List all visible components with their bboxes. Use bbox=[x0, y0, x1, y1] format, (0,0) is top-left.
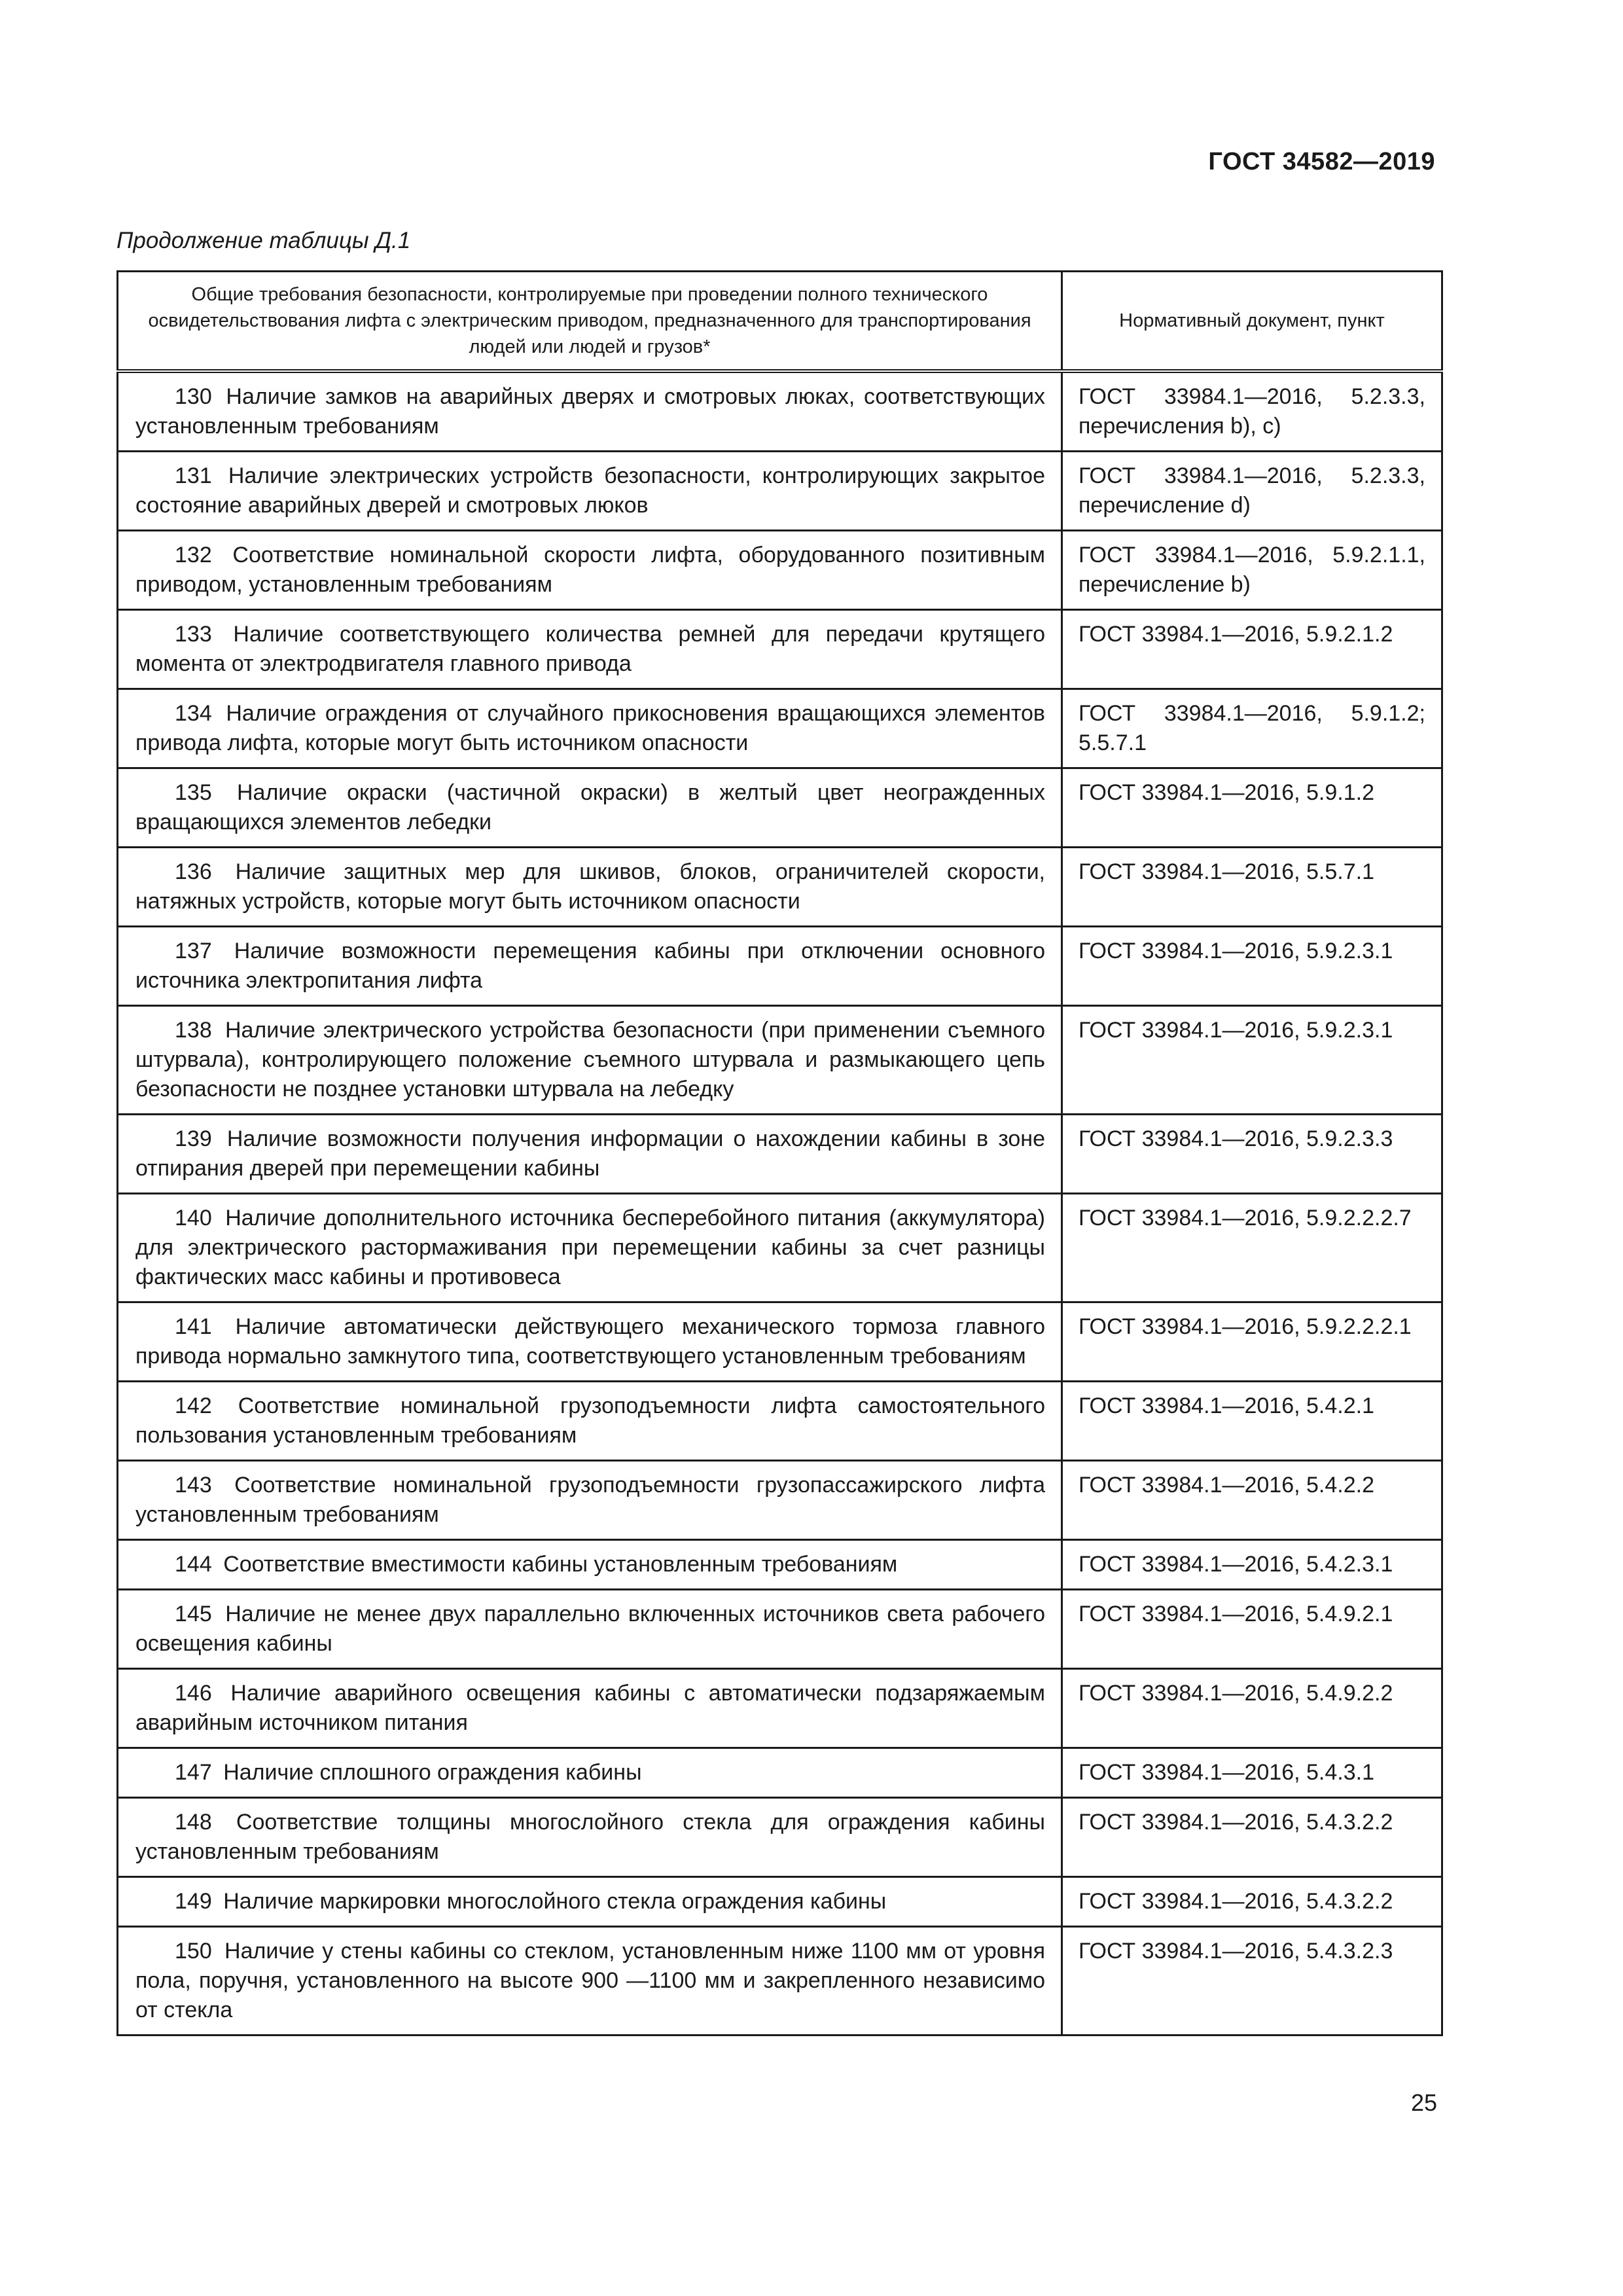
column-header-reference: Нормативный документ, пункт bbox=[1062, 272, 1442, 372]
table-row bbox=[118, 768, 1442, 848]
requirement-text: Наличие маркировки многослойного стекла ограждения кабины bbox=[223, 1889, 887, 1914]
requirement-cell bbox=[118, 927, 1062, 1006]
item-number: 147 bbox=[175, 1760, 212, 1785]
reference-cell: ГОСТ 33984.1—2016, 5.4.3.2.2 bbox=[1062, 1798, 1442, 1877]
item-number: 136 bbox=[175, 859, 212, 884]
requirement-cell bbox=[118, 1461, 1062, 1540]
requirement-cell bbox=[118, 1927, 1062, 2036]
item-number: 133 bbox=[175, 622, 212, 647]
table-row bbox=[118, 689, 1442, 768]
table-row bbox=[118, 848, 1442, 927]
requirement-cell bbox=[118, 1540, 1062, 1590]
requirement-text: Наличие автоматически действующего механического тормоза главного привода нормально замкнутого типа, соответствующего установленным требованиям bbox=[135, 1314, 1045, 1369]
requirement-cell bbox=[118, 1798, 1062, 1877]
requirement-cell bbox=[118, 1115, 1062, 1194]
item-number: 132 bbox=[175, 543, 212, 567]
requirement-text: Соответствие номинальной грузоподъемности лифта самостоятельного пользования установленным требованиям bbox=[135, 1393, 1045, 1448]
table-row bbox=[118, 1006, 1442, 1115]
reference-cell: ГОСТ 33984.1—2016, 5.9.2.1.2 bbox=[1062, 610, 1442, 689]
requirement-text: Наличие не менее двух параллельно включенных источников света рабочего освещения кабины bbox=[135, 1602, 1045, 1656]
item-number: 141 bbox=[175, 1314, 212, 1339]
item-number: 140 bbox=[175, 1206, 212, 1230]
reference-cell: ГОСТ 33984.1—2016, 5.9.1.2 bbox=[1062, 768, 1442, 848]
requirement-cell bbox=[118, 768, 1062, 848]
table-row bbox=[118, 1798, 1442, 1877]
requirement-text: Наличие сплошного ограждения кабины bbox=[223, 1760, 642, 1785]
table-row bbox=[118, 1461, 1442, 1540]
requirement-cell bbox=[118, 610, 1062, 689]
requirement-text: Наличие замков на аварийных дверях и смотровых люках, соответствующих установленным требованиям bbox=[135, 384, 1045, 439]
table-row bbox=[118, 1382, 1442, 1461]
reference-cell: ГОСТ 33984.1—2016, 5.4.2.3.1 bbox=[1062, 1540, 1442, 1590]
item-number: 145 bbox=[175, 1602, 212, 1626]
reference-cell: ГОСТ 33984.1—2016, 5.4.3.1 bbox=[1062, 1748, 1442, 1798]
reference-cell: ГОСТ 33984.1—2016, 5.9.2.3.1 bbox=[1062, 1006, 1442, 1115]
item-number: 137 bbox=[175, 939, 212, 963]
item-number: 134 bbox=[175, 701, 212, 726]
reference-cell: ГОСТ 33984.1—2016, 5.2.3.3, перечисления b), c) bbox=[1062, 371, 1442, 452]
reference-cell: ГОСТ 33984.1—2016, 5.4.3.2.3 bbox=[1062, 1927, 1442, 2036]
table-row bbox=[118, 927, 1442, 1006]
requirement-text: Наличие электрического устройства безопасности (при применении съемного штурвала), контролирующего положение съемного штурвала и размыкающего цепь безопасности не позднее установки штурвала на лебедку bbox=[135, 1018, 1045, 1102]
requirement-text: Соответствие номинальной скорости лифта, оборудованного позитивным приводом, установленным требованиям bbox=[135, 543, 1046, 597]
requirement-text: Наличие электрических устройств безопасности, контролирующих закрытое состояние аварийных дверей и смотровых люков bbox=[135, 463, 1045, 518]
item-number: 146 bbox=[175, 1681, 212, 1706]
requirement-cell bbox=[118, 1748, 1062, 1798]
requirement-text: Наличие окраски (частичной окраски) в желтый цвет неогражденных вращающихся элементов лебедки bbox=[135, 780, 1045, 834]
requirement-text: Наличие дополнительного источника бесперебойного питания (аккумулятора) для электрического растормаживания при перемещении кабины за счет разницы фактических масс кабины и противовеса bbox=[135, 1206, 1046, 1289]
table-row bbox=[118, 610, 1442, 689]
item-number: 148 bbox=[175, 1810, 212, 1835]
table-row bbox=[118, 531, 1442, 610]
requirement-cell bbox=[118, 1877, 1062, 1927]
item-number: 144 bbox=[175, 1552, 212, 1577]
requirement-cell bbox=[118, 1590, 1062, 1669]
table-row bbox=[118, 1590, 1442, 1669]
table-row bbox=[118, 1877, 1442, 1927]
table-row bbox=[118, 1540, 1442, 1590]
requirement-cell bbox=[118, 371, 1062, 452]
table-header-row bbox=[118, 272, 1442, 372]
requirement-text: Наличие защитных мер для шкивов, блоков, ограничителей скорости, натяжных устройств, которые могут быть источником опасности bbox=[135, 859, 1046, 914]
requirement-text: Соответствие номинальной грузоподъемности грузопассажирского лифта установленным требованиям bbox=[135, 1473, 1045, 1527]
table-row bbox=[118, 1115, 1442, 1194]
item-number: 150 bbox=[175, 1939, 212, 1964]
table-row bbox=[118, 1748, 1442, 1798]
requirement-cell bbox=[118, 1382, 1062, 1461]
item-number: 131 bbox=[175, 463, 212, 488]
requirement-cell bbox=[118, 1006, 1062, 1115]
requirement-cell bbox=[118, 452, 1062, 531]
item-number: 135 bbox=[175, 780, 212, 805]
requirement-text: Соответствие толщины многослойного стекла для ограждения кабины установленным требованиям bbox=[135, 1810, 1045, 1864]
item-number: 130 bbox=[175, 384, 212, 409]
reference-cell: ГОСТ 33984.1—2016, 5.4.9.2.1 bbox=[1062, 1590, 1442, 1669]
table-row bbox=[118, 1669, 1442, 1748]
reference-cell: ГОСТ 33984.1—2016, 5.9.1.2; 5.5.7.1 bbox=[1062, 689, 1442, 768]
requirement-text: Наличие соответствующего количества ремней для передачи крутящего момента от электродвигателя главного привода bbox=[135, 622, 1045, 676]
requirement-text: Соответствие вместимости кабины установленным требованиям bbox=[223, 1552, 898, 1577]
item-number: 139 bbox=[175, 1126, 212, 1151]
requirement-cell bbox=[118, 1194, 1062, 1302]
requirement-text: Наличие возможности перемещения кабины при отключении основного источника электропитания лифта bbox=[135, 939, 1046, 993]
reference-cell: ГОСТ 33984.1—2016, 5.5.7.1 bbox=[1062, 848, 1442, 927]
table-row bbox=[118, 1194, 1442, 1302]
table-row bbox=[118, 371, 1442, 452]
table-row bbox=[118, 1927, 1442, 2036]
reference-cell: ГОСТ 33984.1—2016, 5.4.3.2.2 bbox=[1062, 1877, 1442, 1927]
reference-cell: ГОСТ 33984.1—2016, 5.9.2.2.2.1 bbox=[1062, 1302, 1442, 1382]
requirement-cell bbox=[118, 848, 1062, 927]
table-caption: Продолжение таблицы Д.1 bbox=[116, 228, 411, 253]
item-number: 142 bbox=[175, 1393, 212, 1418]
reference-cell: ГОСТ 33984.1—2016, 5.4.9.2.2 bbox=[1062, 1669, 1442, 1748]
reference-cell: ГОСТ 33984.1—2016, 5.9.2.3.3 bbox=[1062, 1115, 1442, 1194]
table-row bbox=[118, 452, 1442, 531]
requirements-table bbox=[116, 270, 1443, 2036]
requirement-text: Наличие возможности получения информации о нахождении кабины в зоне отпирания дверей при перемещении кабины bbox=[135, 1126, 1045, 1181]
requirement-text: Наличие у стены кабины со стеклом, установленным ниже 1100 мм от уровня пола, поручня, установленного на высоте 900 —1100 мм и закрепленного независимо от стекла bbox=[135, 1939, 1045, 2022]
column-header-requirements: Общие требования безопасности, контролируемые при проведении полного технического освидетельствования лифта с электрическим приводом, предназначенного для транспортирования людей или людей и грузов* bbox=[118, 272, 1062, 372]
requirement-cell bbox=[118, 531, 1062, 610]
requirement-cell bbox=[118, 1669, 1062, 1748]
requirement-cell bbox=[118, 689, 1062, 768]
document-code: ГОСТ 34582—2019 bbox=[1208, 148, 1435, 175]
requirement-text: Наличие аварийного освещения кабины с автоматически подзаряжаемым аварийным источником питания bbox=[135, 1681, 1045, 1735]
reference-cell: ГОСТ 33984.1—2016, 5.4.2.2 bbox=[1062, 1461, 1442, 1540]
reference-cell: ГОСТ 33984.1—2016, 5.9.2.1.1, перечисление b) bbox=[1062, 531, 1442, 610]
requirement-cell bbox=[118, 1302, 1062, 1382]
reference-cell: ГОСТ 33984.1—2016, 5.9.2.3.1 bbox=[1062, 927, 1442, 1006]
item-number: 149 bbox=[175, 1889, 212, 1914]
item-number: 138 bbox=[175, 1018, 212, 1043]
reference-cell: ГОСТ 33984.1—2016, 5.2.3.3, перечисление d) bbox=[1062, 452, 1442, 531]
reference-cell: ГОСТ 33984.1—2016, 5.4.2.1 bbox=[1062, 1382, 1442, 1461]
reference-cell: ГОСТ 33984.1—2016, 5.9.2.2.2.7 bbox=[1062, 1194, 1442, 1302]
page-number: 25 bbox=[1410, 2089, 1437, 2116]
requirement-text: Наличие ограждения от случайного прикосновения вращающихся элементов привода лифта, которые могут быть источником опасности bbox=[135, 701, 1045, 755]
item-number: 143 bbox=[175, 1473, 212, 1498]
table-row bbox=[118, 1302, 1442, 1382]
